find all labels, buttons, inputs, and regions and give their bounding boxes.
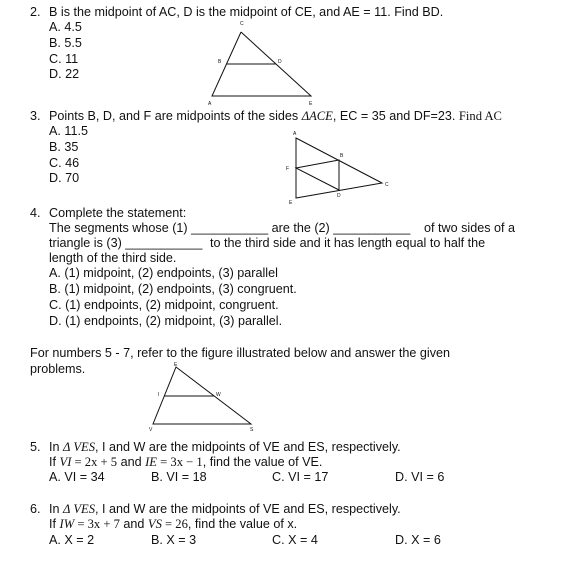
question-3-stem: Points B, D, and F are midpoints of the sides ΔACE, EC = 35 and DF=23. Find AC: [49, 109, 502, 123]
question-5-stem: In Δ VES, I and W are the midpoints of VE and ES, respectively.: [49, 440, 401, 454]
triangle-ace-figure: [205, 18, 325, 106]
q2-choice-c[interactable]: C. 11: [49, 52, 79, 66]
instructions-line-2: problems.: [30, 362, 86, 376]
question-4-line-3-end: to the third side and it has length equal to half the: [210, 236, 486, 250]
label-a: A: [293, 131, 297, 137]
question-3-number: 3.: [30, 109, 41, 123]
q5-choice-d[interactable]: D. VI = 6: [395, 470, 445, 484]
q3-choice-a[interactable]: A. 11.5: [49, 124, 88, 138]
question-2-stem: B is the midpoint of AC, D is the midpoint of CE, and AE = 11. Find BD.: [49, 5, 444, 19]
question-4-line-1: Complete the statement:: [49, 206, 187, 220]
question-4-line-4: length of the third side.: [49, 251, 177, 265]
question-5-given: If VI = 2x + 5 and IE = 3x − 1, find the value of VE.: [49, 455, 323, 469]
label-e: E: [289, 200, 293, 206]
question-6-given: If IW = 3x + 7 and VS = 26, find the value of x.: [49, 517, 298, 531]
question-4-line-2: The segments whose (1) ___________ are the (2) ___________: [49, 221, 411, 235]
q4-choice-d[interactable]: D. (1) endpoints, (2) midpoint, (3) parallel.: [49, 314, 283, 328]
label-a: A: [208, 101, 212, 107]
question-5-number: 5.: [30, 440, 41, 454]
q5-choice-a[interactable]: A. VI = 34: [49, 470, 105, 484]
q2-choice-a[interactable]: A. 4.5: [49, 20, 82, 34]
question-6-stem: In Δ VES, I and W are the midpoints of VE and ES, respectively.: [49, 502, 401, 516]
q2-choice-d[interactable]: D. 22: [49, 67, 80, 81]
q4-choice-c[interactable]: C. (1) endpoints, (2) midpoint, congruent.: [49, 298, 279, 312]
label-e: E: [174, 362, 178, 368]
label-w: W: [216, 392, 221, 398]
q3-choice-c[interactable]: C. 46: [49, 156, 80, 170]
label-v: V: [149, 427, 153, 433]
q6-choice-b[interactable]: B. X = 3: [151, 533, 197, 547]
triangle-ves-figure: [138, 360, 258, 432]
question-4-number: 4.: [30, 206, 41, 220]
question-4-line-2-end: of two sides of a: [424, 221, 516, 235]
q2-choice-b[interactable]: B. 5.5: [49, 36, 82, 50]
q4-choice-b[interactable]: B. (1) midpoint, (2) endpoints, (3) congruent.: [49, 282, 297, 296]
label-c: C: [385, 182, 389, 188]
label-b: B: [218, 59, 222, 65]
label-e: E: [309, 101, 313, 107]
question-4-line-3: triangle is (3) ___________: [49, 236, 203, 250]
label-s: S: [250, 427, 254, 433]
question-2-number: 2.: [30, 5, 41, 19]
q3-choice-d[interactable]: D. 70: [49, 171, 80, 185]
medial-triangle: [296, 160, 339, 190]
label-d: D: [278, 59, 282, 65]
q5-choice-b[interactable]: B. VI = 18: [151, 470, 207, 484]
question-6-number: 6.: [30, 502, 41, 516]
q6-choice-c[interactable]: C. X = 4: [272, 533, 318, 547]
label-c: C: [240, 21, 244, 27]
triangle-ace-midpoints-figure: [280, 128, 395, 208]
q3-choice-b[interactable]: B. 35: [49, 140, 79, 154]
q6-choice-a[interactable]: A. X = 2: [49, 533, 95, 547]
label-i: I: [158, 392, 160, 398]
instructions-line-1: For numbers 5 - 7, refer to the figure illustrated below and answer the given: [30, 346, 451, 360]
label-d: D: [337, 193, 341, 199]
label-b: B: [340, 153, 344, 159]
q5-choice-c[interactable]: C. VI = 17: [272, 470, 329, 484]
q4-choice-a[interactable]: A. (1) midpoint, (2) endpoints, (3) parallel: [49, 266, 278, 280]
q6-choice-d[interactable]: D. X = 6: [395, 533, 441, 547]
label-f: F: [286, 166, 290, 172]
